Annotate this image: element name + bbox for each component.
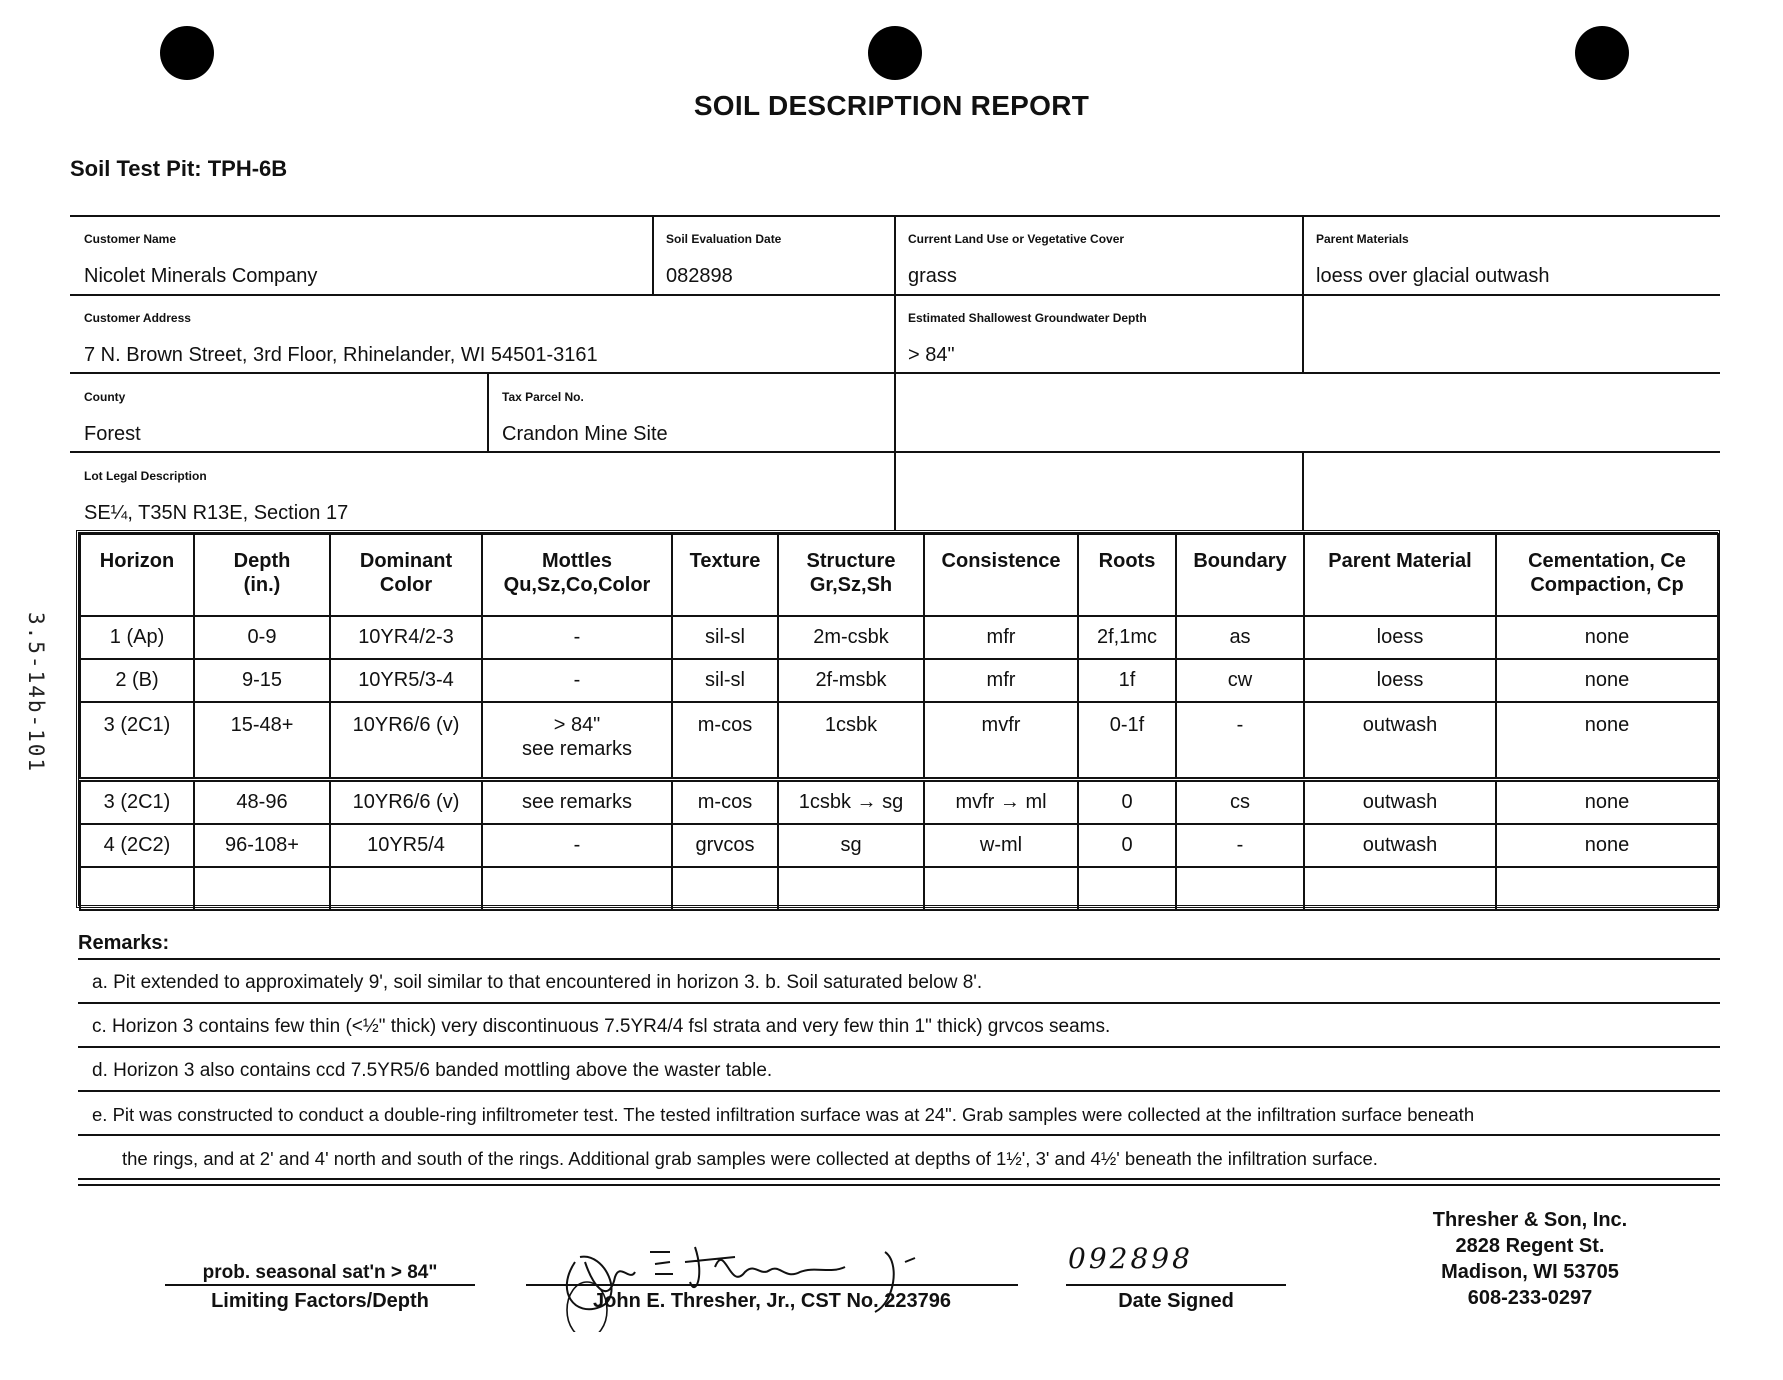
table-cell: 2f,1mc: [1078, 616, 1176, 659]
table-cell: 2f-msbk: [778, 659, 924, 702]
table-cell: 0-9: [194, 616, 330, 659]
table-cell: 1 (Ap): [80, 616, 194, 659]
signer-name: John E. Thresher, Jr., CST No. 223796: [593, 1290, 951, 1312]
parent-materials-value: loess over glacial outwash: [1316, 265, 1550, 287]
company-block: [1400, 1207, 1660, 1311]
table-cell: sil-sl: [672, 616, 778, 659]
lot-legal-value: SE¼, T35N R13E, Section 17: [84, 502, 349, 524]
county-value: Forest: [84, 423, 141, 445]
table-cell: outwash: [1304, 780, 1496, 825]
col-roots: Roots: [1078, 534, 1176, 616]
col-depth: Depth (in.): [194, 534, 330, 616]
table-cell: [194, 867, 330, 910]
tax-parcel-value: Crandon Mine Site: [502, 423, 668, 445]
table-cell: 1csbk → sg: [778, 780, 924, 825]
table-cell: [482, 867, 672, 910]
table-cell: 0-1f: [1078, 702, 1176, 780]
table-cell: none: [1496, 824, 1718, 867]
limiting-factors-value: prob. seasonal sat'n > 84": [202, 1262, 438, 1283]
table-cell: w-ml: [924, 824, 1078, 867]
form-line: [652, 215, 654, 295]
table-cell: 15-48+: [194, 702, 330, 780]
customer-name-value: Nicolet Minerals Company: [84, 265, 318, 287]
col-cementation: Cementation, Ce Compaction, Cp: [1496, 534, 1718, 616]
table-cell: -: [1176, 702, 1304, 780]
table-cell: [1496, 867, 1718, 910]
remark-a: a. Pit extended to approximately 9', soil similar to that encountered in horizon 3. b. Soil saturated below 8'.: [92, 972, 983, 993]
customer-address-value: 7 N. Brown Street, 3rd Floor, Rhinelander, WI 54501-3161: [84, 344, 598, 366]
eval-date-value: 082898: [666, 265, 733, 287]
table-cell: 2m-csbk: [778, 616, 924, 659]
table-row: [80, 780, 1718, 825]
tax-parcel-label: Tax Parcel No.: [502, 390, 584, 404]
punch-hole-left: [160, 26, 214, 80]
remarks-line: [78, 1046, 1720, 1048]
company-street: 2828 Regent St.: [1455, 1235, 1605, 1257]
remarks-line: [78, 1178, 1720, 1180]
table-cell: -: [1176, 824, 1304, 867]
table-cell: -: [482, 616, 672, 659]
table-cell: 3 (2C1): [80, 702, 194, 780]
table-cell: as: [1176, 616, 1304, 659]
table-cell: none: [1496, 659, 1718, 702]
table-cell: loess: [1304, 659, 1496, 702]
remarks-line: [78, 1184, 1720, 1186]
table-cell: sg: [778, 824, 924, 867]
customer-address-label: Customer Address: [84, 311, 191, 325]
horizon-table: [76, 530, 1720, 908]
col-boundary: Boundary: [1176, 534, 1304, 616]
soil-test-pit: Soil Test Pit: TPH-6B: [70, 156, 288, 181]
remarks-line: [78, 1002, 1720, 1004]
groundwater-value: > 84": [908, 344, 955, 366]
table-cell: grvcos: [672, 824, 778, 867]
form-line: [487, 372, 489, 452]
table-cell: [778, 867, 924, 910]
remarks-line: [78, 1090, 1720, 1092]
table-cell: 9-15: [194, 659, 330, 702]
eval-date-label: Soil Evaluation Date: [666, 232, 782, 246]
limiting-factors-line: [165, 1284, 475, 1286]
table-cell: 0: [1078, 824, 1176, 867]
table-header-row: [80, 534, 1718, 616]
table-cell: 1f: [1078, 659, 1176, 702]
table-cell: mfr: [924, 616, 1078, 659]
table-cell: [1304, 867, 1496, 910]
punch-hole-center: [868, 26, 922, 80]
table-cell: [672, 867, 778, 910]
table-cell-mottles: > 84" see remarks: [482, 702, 672, 780]
table-row: [80, 659, 1718, 702]
col-texture: Texture: [672, 534, 778, 616]
form-line: [894, 215, 896, 530]
table-cell: 10YR6/6 (v): [330, 702, 482, 780]
table-cell: 4 (2C2): [80, 824, 194, 867]
remarks-line: [78, 958, 1720, 960]
handwritten-signature: [555, 1222, 975, 1332]
table-cell: sil-sl: [672, 659, 778, 702]
table-cell: -: [482, 659, 672, 702]
table-row: [80, 824, 1718, 867]
table-cell: [80, 867, 194, 910]
land-use-label: Current Land Use or Vegetative Cover: [908, 232, 1125, 246]
table-cell: none: [1496, 780, 1718, 825]
table-cell: outwash: [1304, 824, 1496, 867]
table-row-empty: [80, 867, 1718, 910]
date-signed-caption: Date Signed: [1118, 1290, 1234, 1312]
county-label: County: [84, 390, 126, 404]
table-cell: [1176, 867, 1304, 910]
table-cell: m-cos: [672, 780, 778, 825]
col-parent-material: Parent Material: [1304, 534, 1496, 616]
table-cell: loess: [1304, 616, 1496, 659]
table-cell: 48-96: [194, 780, 330, 825]
groundwater-label: Estimated Shallowest Groundwater Depth: [908, 311, 1147, 325]
company-city: Madison, WI 53705: [1441, 1261, 1619, 1283]
remark-c: c. Horizon 3 contains few thin (<½" thick) very discontinuous 7.5YR4/4 fsl strata and very few thin 1" thick) grvcos seams.: [92, 1016, 1111, 1037]
table-cell: mvfr → ml: [924, 780, 1078, 825]
table-row: [80, 702, 1718, 780]
table-row: [80, 616, 1718, 659]
remark-e: e. Pit was constructed to conduct a double-ring infiltrometer test. The tested infiltration surface was at 24". Grab samples were collected at the infiltration surface beneath: [92, 1104, 1475, 1125]
table-cell: 2 (B): [80, 659, 194, 702]
date-signed-line: [1066, 1284, 1286, 1286]
table-cell: none: [1496, 616, 1718, 659]
company-phone: 608-233-0297: [1467, 1287, 1593, 1309]
table-cell: none: [1496, 702, 1718, 780]
remark-d: d. Horizon 3 also contains ccd 7.5YR5/6 banded mottling above the waster table.: [92, 1060, 773, 1081]
table-cell: mvfr: [924, 702, 1078, 780]
table-cell: [924, 867, 1078, 910]
table-cell: -: [482, 824, 672, 867]
signature-line: [526, 1284, 1018, 1286]
land-use-value: grass: [908, 265, 957, 287]
col-dominant-color: Dominant Color: [330, 534, 482, 616]
remarks-heading: Remarks:: [78, 932, 170, 954]
page-title: SOIL DESCRIPTION REPORT: [693, 90, 1090, 121]
col-structure: Structure Gr,Sz,Sh: [778, 534, 924, 616]
table-cell: m-cos: [672, 702, 778, 780]
table-cell: 10YR4/2-3: [330, 616, 482, 659]
table-cell: cs: [1176, 780, 1304, 825]
lot-legal-label: Lot Legal Description: [84, 469, 207, 483]
table-cell: see remarks: [482, 780, 672, 825]
table-cell: [330, 867, 482, 910]
parent-materials-label: Parent Materials: [1316, 232, 1409, 246]
col-consistence: Consistence: [924, 534, 1078, 616]
company-name: Thresher & Son, Inc.: [1432, 1209, 1628, 1231]
table-cell: [1078, 867, 1176, 910]
remarks-line: [78, 1134, 1720, 1136]
table-cell: 0: [1078, 780, 1176, 825]
form-line: [1302, 215, 1304, 373]
punch-hole-right: [1575, 26, 1629, 80]
customer-name-label: Customer Name: [84, 232, 177, 246]
limiting-factors-caption: Limiting Factors/Depth: [211, 1290, 429, 1312]
handwritten-date: 092898: [1068, 1242, 1193, 1275]
table-cell: 10YR5/3-4: [330, 659, 482, 702]
col-horizon: Horizon: [80, 534, 194, 616]
table-cell: 96-108+: [194, 824, 330, 867]
table-cell: 3 (2C1): [80, 780, 194, 825]
table-cell: mfr: [924, 659, 1078, 702]
table-cell: outwash: [1304, 702, 1496, 780]
col-mottles: Mottles Qu,Sz,Co,Color: [482, 534, 672, 616]
table-cell: 10YR5/4: [330, 824, 482, 867]
table-cell: cw: [1176, 659, 1304, 702]
side-document-code: 3.5-14b-101: [24, 612, 48, 774]
form-line: [1302, 451, 1304, 530]
table-cell: 1csbk: [778, 702, 924, 780]
table-cell: 10YR6/6 (v): [330, 780, 482, 825]
remark-e-cont: the rings, and at 2' and 4' north and south of the rings. Additional grab samples were collected at depths of 1½', 3' and 4½' beneath the infiltration surface.: [122, 1148, 1378, 1169]
